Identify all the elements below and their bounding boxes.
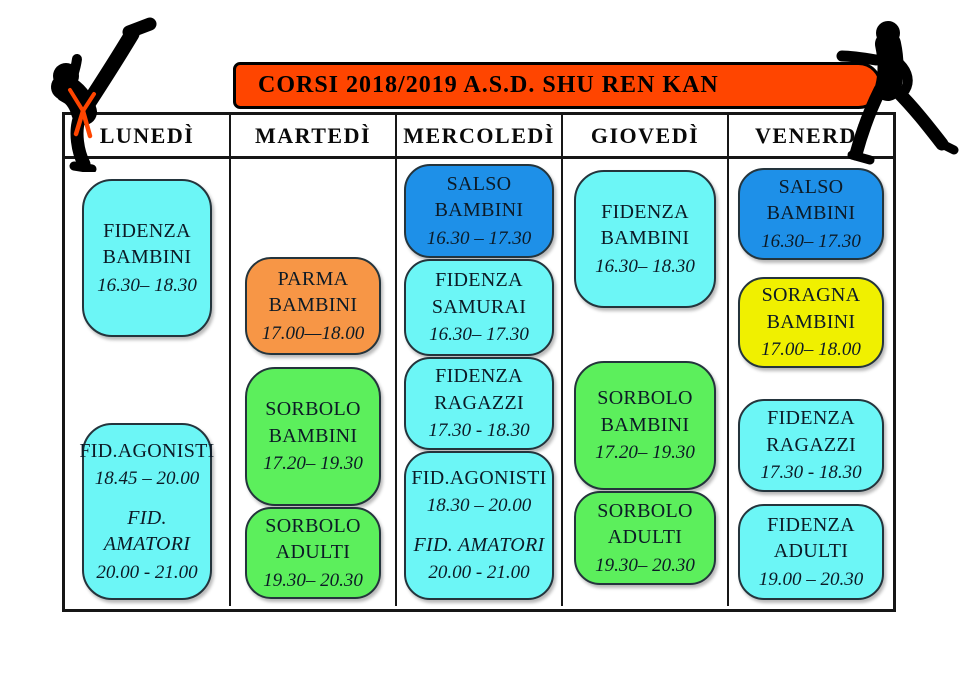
day-header-venerdi: VENERDÌ: [755, 122, 867, 148]
course-time: 17.30 - 18.30: [428, 420, 530, 442]
course-time: 18.30 – 20.00: [426, 495, 532, 517]
course-name: BAMBINI: [600, 227, 690, 250]
course-box-fidenza-adulti-ven: [738, 504, 884, 600]
course-name: SORBOLO: [597, 387, 693, 410]
karate-stance-icon: [830, 8, 960, 168]
course-time: 17.30 - 18.30: [760, 462, 862, 484]
course-name: RAGAZZI: [766, 433, 856, 456]
course-time: 17.20– 19.30: [595, 442, 695, 464]
column-mercoledi: [397, 159, 563, 606]
column-lunedi: [65, 159, 231, 606]
course-time: 18.45 – 20.00: [94, 468, 200, 490]
course-box-sorbolo-bambini-mar: [245, 367, 381, 506]
schedule-body: [65, 159, 893, 606]
day-header-giovedi: GIOVEDÌ: [563, 115, 729, 156]
course-name: PARMA: [277, 267, 349, 290]
course-name: FIDENZA: [601, 200, 689, 223]
course-box-fid-agonisti-lun: [79, 423, 215, 600]
day-header-mercoledi: MERCOLEDÌ: [397, 115, 563, 156]
day-header-row: [65, 115, 893, 159]
course-name: BAMBINI: [766, 310, 856, 333]
course-name: BAMBINI: [268, 294, 358, 317]
course-name: BAMBINI: [268, 424, 358, 447]
course-name: FID. AMATORI: [103, 506, 191, 556]
course-name: SALSO: [778, 175, 844, 198]
course-name: FIDENZA: [435, 269, 523, 292]
column-martedi: [231, 159, 397, 606]
course-time: 16.30– 17.30: [429, 324, 529, 346]
title-banner: [233, 62, 882, 109]
course-box-fid-agonisti-mer: [404, 451, 554, 600]
column-giovedi: [563, 159, 729, 606]
course-name: SAMURAI: [431, 295, 527, 318]
course-time: 19.30– 20.30: [263, 569, 363, 591]
course-time: 19.30– 20.30: [595, 554, 695, 576]
course-name: SALSO: [446, 172, 512, 195]
course-time: 17.00– 18.00: [761, 339, 861, 361]
course-box-fidenza-bambini-lun: [82, 179, 212, 337]
course-time: 20.00 - 21.00: [428, 562, 530, 584]
course-name: FIDENZA: [435, 365, 523, 388]
course-time: 17.00—18.00: [261, 322, 365, 344]
schedule-table: [62, 112, 896, 612]
course-time: 16.30– 18.30: [97, 274, 197, 296]
course-box-salso-bambini-mer: [404, 164, 554, 258]
course-box-sorbolo-adulti-mar: [245, 507, 381, 599]
course-box-sorbolo-adulti-gio: [574, 491, 716, 585]
course-name: SORBOLO: [265, 514, 361, 537]
course-box-salso-bambini-ven: [738, 168, 884, 260]
course-name: FIDENZA: [103, 219, 191, 242]
course-time: 17.20– 19.30: [263, 453, 363, 475]
course-name: FID.AGONISTI: [79, 439, 215, 462]
column-venerdi: [729, 159, 893, 606]
course-name: FIDENZA: [767, 407, 855, 430]
course-name: BAMBINI: [600, 413, 690, 436]
course-time: 19.00 – 20.30: [758, 568, 864, 590]
course-name: RAGAZZI: [434, 391, 524, 414]
course-box-fidenza-samurai: [404, 259, 554, 356]
course-box-parma-bambini: [245, 257, 381, 355]
poster-title: CORSI 2018/2019 A.S.D. SHU REN KAN: [258, 72, 719, 98]
course-time: 20.00 - 21.00: [96, 561, 198, 583]
course-time: 16.30 – 17.30: [426, 227, 532, 249]
karate-high-kick-icon: [2, 12, 172, 172]
course-name: FIDENZA: [767, 513, 855, 536]
course-time: 16.30– 18.30: [595, 255, 695, 277]
course-time: 16.30– 17.30: [761, 230, 861, 252]
course-name: SORBOLO: [597, 499, 693, 522]
course-name: SORAGNA: [761, 284, 861, 307]
course-box-fidenza-ragazzi-ven: [738, 399, 884, 492]
course-box-sorbolo-bambini-gio: [574, 361, 716, 490]
day-header-lunedi: LUNEDÌ: [65, 115, 231, 156]
course-name: FID. AMATORI: [413, 534, 545, 556]
course-name: BAMBINI: [434, 199, 524, 222]
course-name: FID.AGONISTI: [411, 466, 547, 489]
course-name: BAMBINI: [102, 246, 192, 269]
course-box-fidenza-ragazzi-mer: [404, 357, 554, 450]
course-name: ADULTI: [275, 541, 351, 564]
course-name: ADULTI: [773, 540, 849, 563]
course-name: BAMBINI: [766, 202, 856, 225]
course-box-soragna-bambini: [738, 277, 884, 368]
course-name: SORBOLO: [265, 398, 361, 421]
course-box-fidenza-bambini-gio: [574, 170, 716, 308]
day-header-martedi: MARTEDÌ: [231, 115, 397, 156]
course-name: ADULTI: [607, 526, 683, 549]
